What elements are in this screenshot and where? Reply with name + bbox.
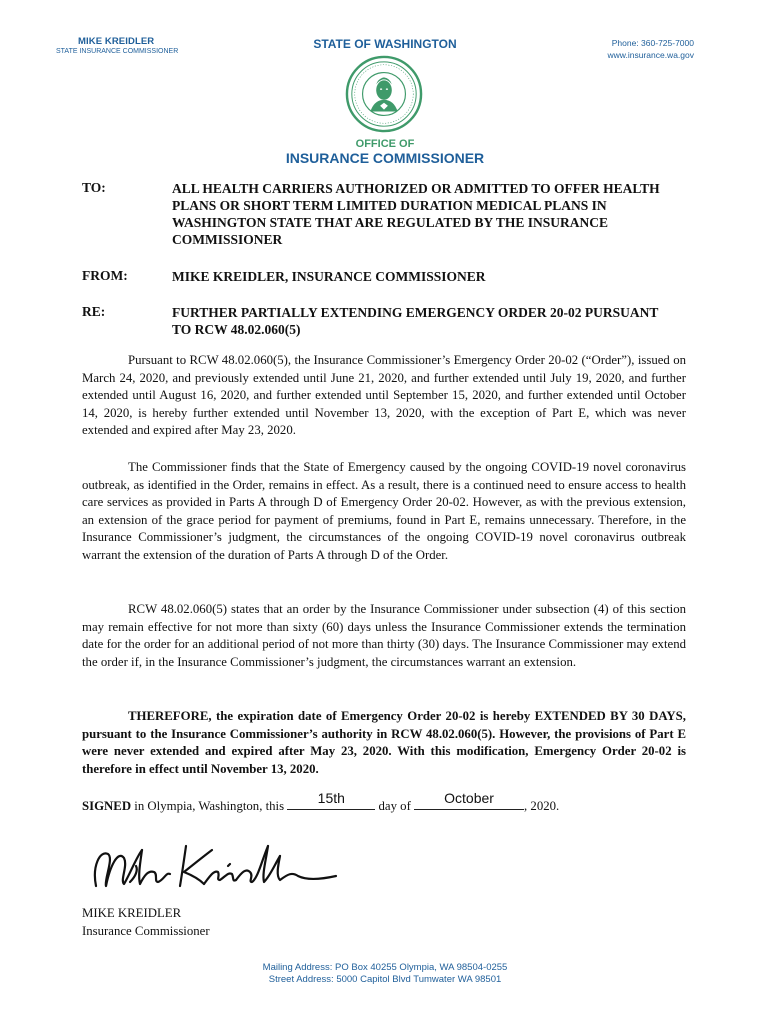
day-field <box>287 790 375 810</box>
paragraph-statute-text: RCW 48.02.060(5) states that an order by the Insurance Commissioner under subsection (4) of this section may remain effective for not more than sixty (60) days unless the Insurance Commissioner extends the termination date for the order for an additional period of not more than thirty (30) days. The Insurance Commissioner may extend the order if, in the Insurance Commissioner’s judgment, the circumstances warrant an extension. <box>82 602 686 669</box>
re-label: RE: <box>82 304 106 319</box>
paragraph-extension <box>82 352 686 440</box>
month-field <box>414 790 524 810</box>
month-value: October <box>444 790 494 806</box>
signer-block <box>82 904 210 940</box>
letterhead-contact <box>608 37 694 61</box>
state-title: STATE OF WASHINGTON <box>313 37 457 51</box>
signed-label: SIGNED <box>82 799 132 813</box>
paragraph-therefore-text: THEREFORE, the expiration date of Emergency Order 20-02 is hereby EXTENDED BY 30 DAYS, pursuant to the Insurance Commissioner’s authority in RCW 48.02.060(5). However, the provisions of Part E were never extended and expired after May 23, 2020. With this modification, Emergency Order 20-02 is therefore in effect until November 13, 2020. <box>82 709 686 776</box>
state-seal-icon <box>345 55 423 133</box>
paragraph-findings-text: The Commissioner finds that the State of Emergency caused by the ongoing COVID-19 novel coronavirus outbreak, as identified in the Order, remains in effect. As a result, there is a continued need to ensure access to health care services as provided in Parts A through D of Emergency Order 20-02. However, as with the previous extension, an extension of the grace period for payment of premiums, found in Part E, remains unnecessary. Therefore, in the Insurance Commissioner’s judgment, the circumstances of the ongoing COVID-19 novel coronavirus outbreak warrant the extension of the duration of Parts A through D of the Order. <box>82 460 686 562</box>
commissioner-name: MIKE KREIDLER <box>78 36 155 47</box>
signed-location-text: in Olympia, Washington, this <box>131 799 288 813</box>
signer-name: MIKE KREIDLER <box>82 906 182 920</box>
office-name: INSURANCE COMMISSIONER <box>285 150 485 166</box>
from-label: FROM: <box>82 268 128 283</box>
phone-number: Phone: 360-725-7000 <box>611 38 694 48</box>
from-value: MIKE KREIDLER, INSURANCE COMMISSIONER <box>172 269 486 284</box>
mailing-address: Mailing Address: PO Box 40255 Olympia, WA 98504-0255 <box>262 962 508 973</box>
day-of-text: day of <box>375 799 415 813</box>
day-value: 15th <box>317 790 345 806</box>
street-address: Street Address: 5000 Capitol Blvd Tumwater WA 98501 <box>268 974 502 985</box>
paragraph-extension-text: Pursuant to RCW 48.02.060(5), the Insurance Commissioner’s Emergency Order 20-02 (“Order”), issued on March 24, 2020, and previously extended until June 21, 2020, and further extended until July 19, 2020, and further extended until August 16, 2020, and further extended until September 15, 2020, and further extended until October 14, 2020, is hereby further extended until November 13, 2020, with the exception of Part E, which was never extended and expired after May 23, 2020. <box>82 353 686 437</box>
office-of-label: OFFICE OF <box>355 138 415 150</box>
year-text: , 2020. <box>524 799 560 813</box>
signed-line <box>82 790 702 814</box>
signer-title: Insurance Commissioner <box>82 924 210 938</box>
paragraph-statute <box>82 601 686 671</box>
to-value: ALL HEALTH CARRIERS AUTHORIZED OR ADMITTED TO OFFER HEALTH PLANS OR SHORT TERM LIMITED DURATION MEDICAL PLANS IN WASHINGTON STATE THAT ARE REGULATED BY THE INSURANCE COMMISSIONER <box>172 181 660 247</box>
website-url: www.insurance.wa.gov <box>607 50 694 60</box>
paragraph-findings <box>82 459 686 564</box>
re-value: FURTHER PARTIALLY EXTENDING EMERGENCY ORDER 20-02 PURSUANT TO RCW 48.02.060(5) <box>172 305 659 337</box>
paragraph-therefore <box>82 708 686 778</box>
footer-addresses <box>0 962 770 986</box>
commissioner-subtitle: STATE INSURANCE COMMISSIONER <box>56 48 179 55</box>
handwritten-signature <box>86 836 346 898</box>
to-label: TO: <box>82 180 106 195</box>
